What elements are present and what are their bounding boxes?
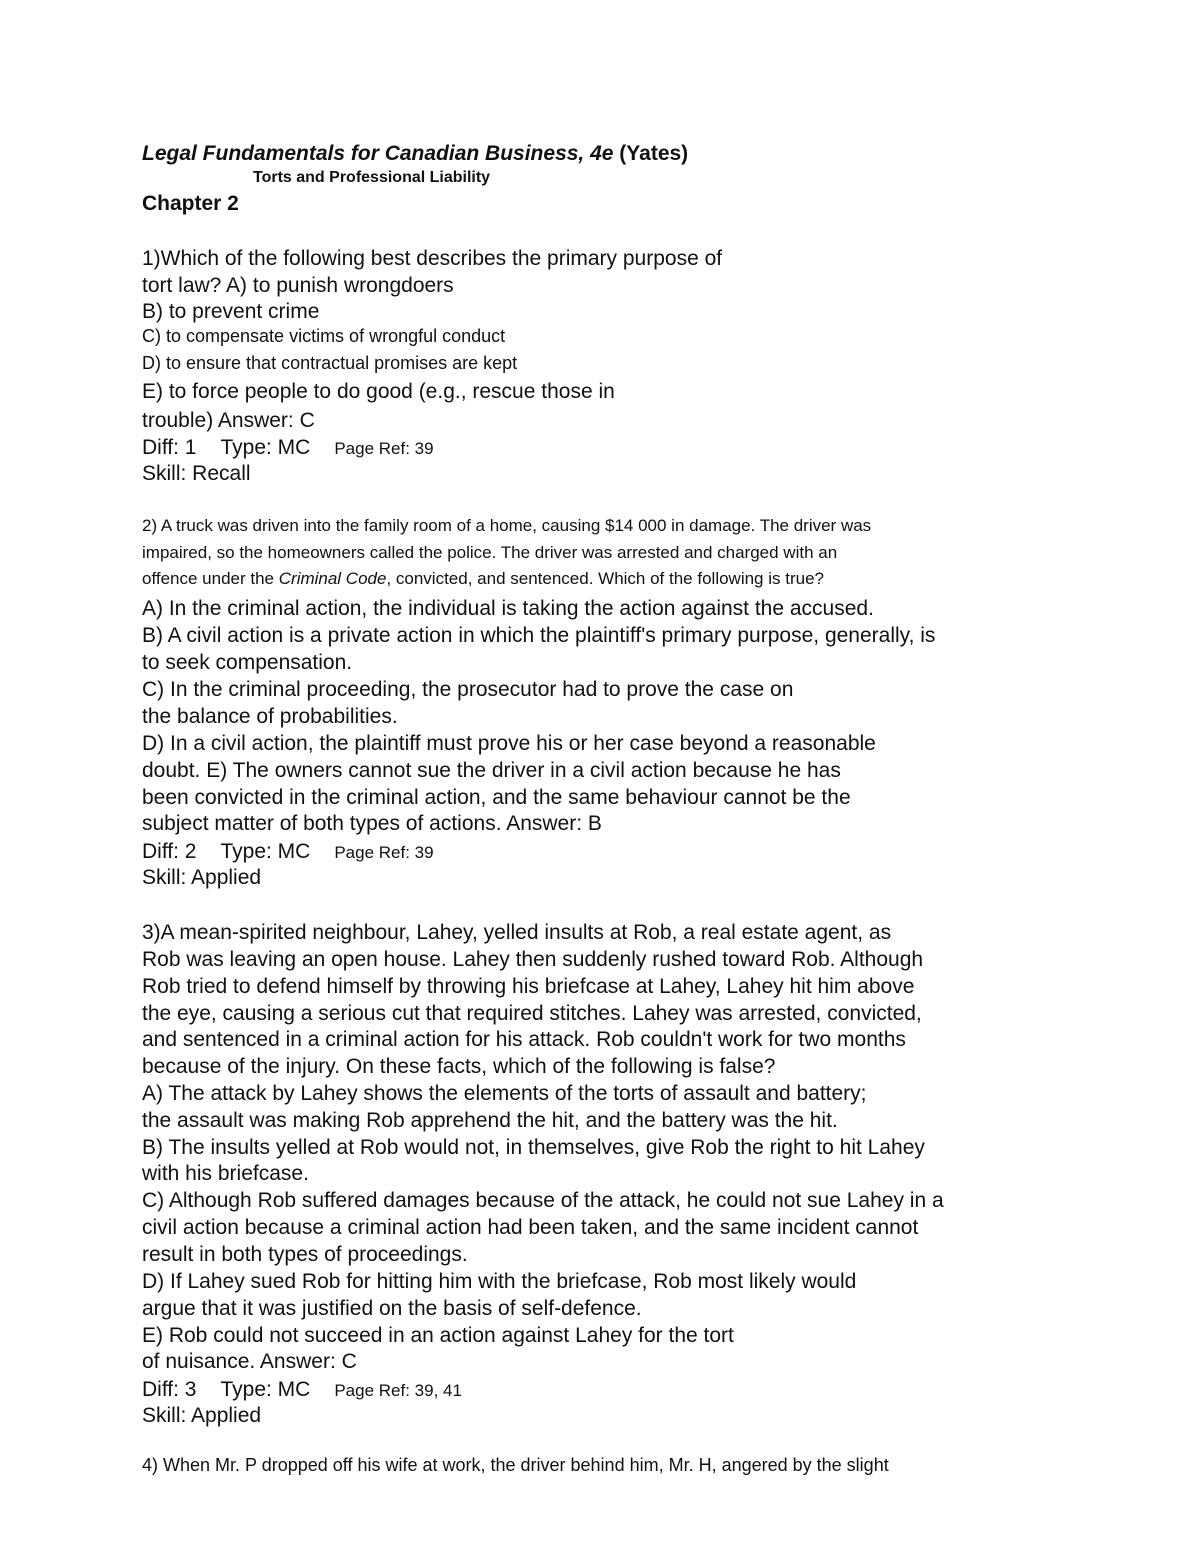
- q3-line: Rob was leaving an open house. Lahey then suddenly rushed toward Rob. Although: [142, 948, 924, 971]
- q3-answer-line: of nuisance. Answer: C: [142, 1350, 357, 1373]
- q4-line: 4) When Mr. P dropped off his wife at work, the driver behind him, Mr. H, angered by the slight: [142, 1455, 889, 1475]
- chapter-heading: Chapter 2: [142, 192, 239, 215]
- q2-option-d: D) In a civil action, the plaintiff must prove his or her case beyond a reasonable: [142, 732, 876, 755]
- q3-line: result in both types of proceedings.: [142, 1243, 468, 1266]
- q2-type: Type: MC: [220, 840, 311, 863]
- q2-line: the balance of probabilities.: [142, 705, 398, 728]
- q1-answer-line: trouble) Answer: C: [142, 409, 315, 432]
- q3-line: argue that it was justified on the basis of self-defence.: [142, 1297, 642, 1320]
- q2-skill: Skill: Applied: [142, 866, 262, 889]
- document-title: [142, 143, 688, 164]
- book-title: Legal Fundamentals for Canadian Business, 4e: [142, 142, 614, 165]
- q3-line: the assault was making Rob apprehend the hit, and the battery was the hit.: [142, 1109, 838, 1132]
- q1-line: C) to compensate victims of wrongful conduct: [142, 326, 506, 346]
- q3-option-d: D) If Lahey sued Rob for hitting him with the briefcase, Rob most likely would: [142, 1270, 857, 1293]
- q3-line: civil action because a criminal action had been taken, and the same incident cannot: [142, 1216, 919, 1239]
- q2-line: 2) A truck was driven into the family room of a home, causing $14 000 in damage. The driver was: [142, 516, 872, 535]
- q3-type: Type: MC: [220, 1378, 311, 1401]
- q2-line: [142, 570, 824, 587]
- q3-line: because of the injury. On these facts, which of the following is false?: [142, 1055, 776, 1078]
- q1-line: E) to force people to do good (e.g., rescue those in: [142, 380, 615, 403]
- q1-diff: Diff: 1: [142, 436, 197, 459]
- q2-line-part: offence under the: [142, 569, 279, 588]
- q3-option-a: A) The attack by Lahey shows the elements of the torts of assault and battery;: [142, 1082, 867, 1105]
- q2-line: to seek compensation.: [142, 651, 353, 674]
- book-author: (Yates): [613, 142, 689, 165]
- q3-line: Rob tried to defend himself by throwing his briefcase at Lahey, Lahey hit him above: [142, 975, 915, 998]
- q1-type: Type: MC: [220, 436, 311, 459]
- q1-page-ref: Page Ref: 39: [334, 439, 434, 458]
- q1-line: D) to ensure that contractual promises are kept: [142, 353, 518, 373]
- q2-option-a: A) In the criminal action, the individual is taking the action against the accused.: [142, 597, 874, 620]
- q2-diff: Diff: 2: [142, 840, 197, 863]
- q2-answer-line: subject matter of both types of actions. Answer: B: [142, 812, 602, 835]
- q3-line: and sentenced in a criminal action for his attack. Rob couldn't work for two months: [142, 1028, 906, 1051]
- q2-line-part: , convicted, and sentenced. Which of the following is true?: [386, 569, 824, 588]
- q2-option-b: B) A civil action is a private action in which the plaintiff's primary purpose, generally, is: [142, 624, 936, 647]
- q3-line: 3)A mean-spirited neighbour, Lahey, yelled insults at Rob, a real estate agent, as: [142, 921, 892, 944]
- q1-skill: Skill: Recall: [142, 462, 251, 485]
- q2-option-c: C) In the criminal proceeding, the prosecutor had to prove the case on: [142, 678, 794, 701]
- q2-line: impaired, so the homeowners called the police. The driver was arrested and charged with an: [142, 543, 838, 562]
- q3-meta: [142, 1379, 462, 1400]
- q3-diff: Diff: 3: [142, 1378, 197, 1401]
- criminal-code-title: Criminal Code: [278, 569, 387, 588]
- q3-page-ref: Page Ref: 39, 41: [334, 1381, 462, 1400]
- q3-line: with his briefcase.: [142, 1162, 309, 1185]
- q1-line: 1)Which of the following best describes the primary purpose of: [142, 247, 723, 270]
- q3-skill: Skill: Applied: [142, 1404, 262, 1427]
- q2-line: doubt. E) The owners cannot sue the driver in a civil action because he has: [142, 759, 841, 782]
- document-subtitle: Torts and Professional Liability: [253, 169, 491, 186]
- q1-line: tort law? A) to punish wrongdoers: [142, 274, 454, 297]
- q3-option-c: C) Although Rob suffered damages because of the attack, he could not sue Lahey in a: [142, 1189, 944, 1212]
- q3-line: the eye, causing a serious cut that required stitches. Lahey was arrested, convicted,: [142, 1002, 922, 1025]
- q2-line: been convicted in the criminal action, and the same behaviour cannot be the: [142, 786, 851, 809]
- q3-option-e: E) Rob could not succeed in an action against Lahey for the tort: [142, 1324, 734, 1347]
- q2-meta: [142, 841, 434, 862]
- q1-line: B) to prevent crime: [142, 300, 320, 323]
- q1-meta: [142, 437, 434, 458]
- q2-page-ref: Page Ref: 39: [334, 843, 434, 862]
- q3-option-b: B) The insults yelled at Rob would not, in themselves, give Rob the right to hit Lahey: [142, 1136, 925, 1159]
